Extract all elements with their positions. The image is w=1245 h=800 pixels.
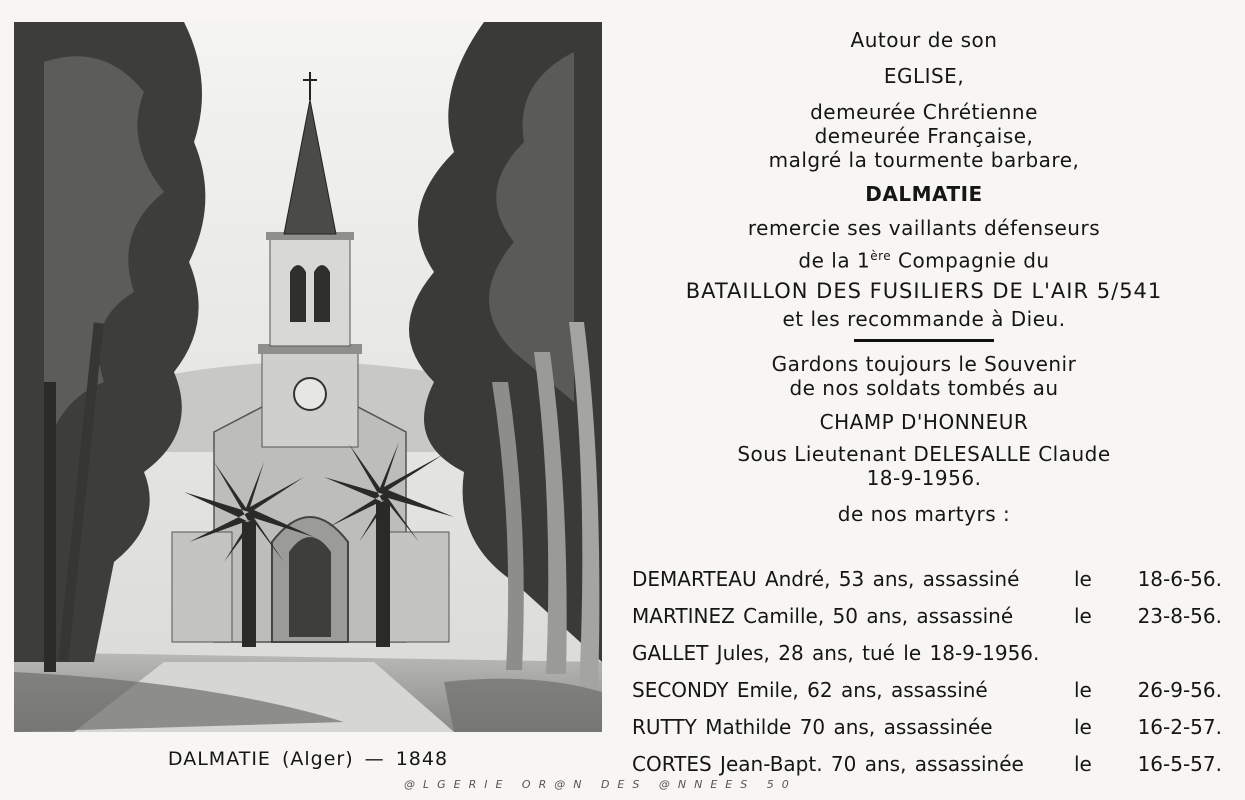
date-value: 23-8-56. xyxy=(1137,604,1222,628)
martyr-date xyxy=(1074,677,1222,714)
date-prefix: le xyxy=(1074,752,1092,776)
martyrs-list xyxy=(632,566,1222,788)
list-item xyxy=(632,566,1222,603)
battalion-name: BATAILLON DES FUSILIERS DE L'AIR 5/541 xyxy=(685,278,1163,303)
date-value: 16-5-57. xyxy=(1137,752,1222,776)
martyr-date xyxy=(1074,566,1222,603)
church-photo xyxy=(14,22,602,732)
church-illustration xyxy=(14,22,602,732)
date-value: 18-6-56. xyxy=(1137,567,1222,591)
ordinal-superscript: ère xyxy=(870,249,892,263)
text-line: de nos soldats tombés au xyxy=(789,375,1059,400)
text-line-compagnie xyxy=(628,244,1220,273)
text-fragment: de la 1 xyxy=(798,248,871,273)
date-value: 26-9-56. xyxy=(1137,678,1222,702)
date-prefix: le xyxy=(1074,715,1092,739)
martyr-date xyxy=(1074,714,1222,751)
text-line: Autour de son xyxy=(850,28,998,52)
martyr-entry: GALLET Jules, 28 ans, tué le 18-9-1956. xyxy=(632,641,1040,665)
text-line: Gardons toujours le Souvenir xyxy=(771,351,1077,376)
martyr-entry: CORTES Jean-Bapt. 70 ans, assassinée xyxy=(632,752,1024,776)
text-line: demeurée Française, xyxy=(814,124,1034,148)
text-fragment: Compagnie du xyxy=(891,248,1050,273)
dedication-text xyxy=(628,28,1220,526)
martyr-entry: MARTINEZ Camille, 50 ans, assassiné xyxy=(632,604,1014,628)
martyr-date xyxy=(1074,751,1222,788)
martyr-entry: RUTTY Mathilde 70 ans, assassinée xyxy=(632,715,993,739)
list-item xyxy=(632,603,1222,640)
separator-rule xyxy=(854,339,994,342)
martyrs-heading: de nos martyrs : xyxy=(837,501,1011,526)
champ-honneur-heading: CHAMP D'HONNEUR xyxy=(819,409,1029,434)
text-line-eglise: EGLISE, xyxy=(883,64,965,88)
martyr-entry: DEMARTEAU André, 53 ans, assassiné xyxy=(632,567,1020,591)
list-item xyxy=(632,714,1222,751)
date-prefix: le xyxy=(1074,678,1092,702)
date-prefix: le xyxy=(1074,567,1092,591)
list-item xyxy=(632,677,1222,714)
dalmatie-heading: DALMATIE xyxy=(865,182,983,206)
list-item xyxy=(632,640,1222,677)
text-line: et les recommande à Dieu. xyxy=(782,306,1066,331)
text-line: demeurée Chrétienne xyxy=(810,100,1038,124)
text-line: malgré la tourmente barbare, xyxy=(768,148,1080,172)
watermark: @LGERIE OR@N DES @NNEES 50 xyxy=(404,778,797,791)
date-value: 16-2-57. xyxy=(1137,715,1222,739)
text-line: remercie ses vaillants défenseurs xyxy=(747,216,1101,240)
fallen-soldier-date: 18-9-1956. xyxy=(866,465,982,490)
photo-caption: DALMATIE (Alger) — 1848 xyxy=(167,748,449,770)
date-prefix: le xyxy=(1074,604,1092,628)
martyr-date xyxy=(1074,603,1222,640)
fallen-soldier-name: Sous Lieutenant DELESALLE Claude xyxy=(737,441,1111,466)
martyr-entry: SECONDY Emile, 62 ans, assassiné xyxy=(632,678,988,702)
